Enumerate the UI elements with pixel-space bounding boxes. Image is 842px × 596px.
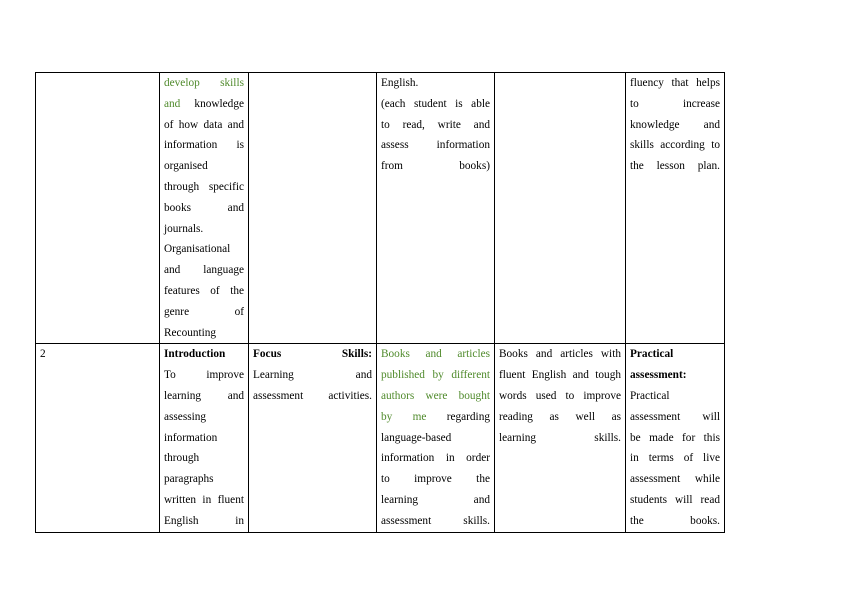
text-segment: through specific <box>164 180 244 193</box>
cell-text-line <box>499 407 621 428</box>
table-cell <box>36 344 160 532</box>
table-cell <box>495 73 626 344</box>
text-segment: 2 <box>40 348 46 361</box>
text-segment: regarding <box>426 410 490 423</box>
cell-text-line <box>381 490 490 511</box>
text-segment: Books and articles with <box>499 348 621 361</box>
text-segment: language-based <box>381 431 452 444</box>
text-segment: develop skills <box>164 77 244 89</box>
cell-text-line <box>253 344 372 365</box>
cell-text-line <box>164 302 244 323</box>
lesson-plan-table <box>35 72 725 533</box>
cell-text-line <box>164 281 244 302</box>
text-segment: knowledge <box>180 97 244 110</box>
cell-text-line <box>630 407 720 428</box>
cell-text-line <box>630 135 720 156</box>
cell-text-line <box>164 260 244 281</box>
cell-text-line <box>164 219 244 240</box>
text-segment: assessing <box>164 410 207 423</box>
cell-text-line <box>381 407 490 428</box>
text-segment: Focus Skills: <box>253 348 372 361</box>
cell-text-line <box>499 428 621 449</box>
text-segment: information in order <box>381 452 490 465</box>
cell-text-line <box>164 344 244 365</box>
cell-text-line <box>164 135 244 156</box>
text-segment: the lesson plan. <box>630 160 720 173</box>
text-segment: words used to improve <box>499 389 621 402</box>
text-segment: of how data and <box>164 118 244 131</box>
cell-text-line <box>381 156 490 177</box>
cell-text-line <box>381 448 490 469</box>
cell-text-line <box>381 365 490 386</box>
cell-text-line <box>164 73 244 94</box>
table-cell <box>160 73 249 344</box>
text-segment: assessment will <box>630 410 720 423</box>
text-segment: fluent English and tough <box>499 369 621 382</box>
text-segment: Practical <box>630 389 670 402</box>
table-row <box>36 73 725 344</box>
text-segment: To improve <box>164 369 244 382</box>
cell-text-line <box>630 73 720 94</box>
text-segment: skills according to <box>630 139 720 152</box>
text-segment: Organisational <box>164 243 231 256</box>
text-segment: published by different <box>381 369 490 382</box>
cell-text-line <box>630 365 720 386</box>
text-segment: assessment: <box>630 369 687 382</box>
table-cell <box>377 344 495 532</box>
cell-text-line <box>630 344 720 365</box>
text-segment: and <box>164 97 181 110</box>
cell-text-line <box>381 428 490 449</box>
cell-text-line <box>381 115 490 136</box>
text-segment: paragraphs <box>164 473 214 486</box>
cell-text-line <box>164 198 244 219</box>
cell-text-line <box>164 407 244 428</box>
text-segment: journals. <box>164 222 204 235</box>
cell-text-line <box>630 511 720 532</box>
text-segment: fluency that helps <box>630 77 720 89</box>
text-segment: organised <box>164 160 208 173</box>
table-cell <box>626 344 725 532</box>
cell-text-line <box>630 94 720 115</box>
text-segment: to read, write and <box>381 118 490 131</box>
text-segment: Practical <box>630 348 674 361</box>
cell-text-line <box>164 469 244 490</box>
table-cell <box>495 344 626 532</box>
text-segment: (each student is able <box>381 97 490 110</box>
text-segment: in terms of live <box>630 452 720 465</box>
text-segment: features of the <box>164 284 244 297</box>
cell-text-line <box>164 156 244 177</box>
text-segment: written in fluent <box>164 493 244 506</box>
text-segment: information <box>164 431 218 444</box>
cell-text-line <box>381 344 490 365</box>
text-segment: assessment activities. <box>253 389 372 402</box>
text-segment: students will read <box>630 493 720 506</box>
cell-text-line <box>164 511 244 532</box>
text-segment: books and <box>164 201 244 214</box>
text-segment: assess information <box>381 139 490 152</box>
text-segment: Introduction <box>164 348 226 361</box>
cell-text-line <box>381 386 490 407</box>
text-segment: learning and <box>381 493 490 506</box>
table-cell <box>160 344 249 532</box>
cell-text-line <box>499 365 621 386</box>
cell-text-line <box>164 239 244 260</box>
text-segment: assessment skills. <box>381 514 490 527</box>
text-segment: assessment while <box>630 473 720 486</box>
table-cell <box>626 73 725 344</box>
table-cell <box>249 344 377 532</box>
text-segment: English in <box>164 514 244 527</box>
text-segment: genre of <box>164 305 244 318</box>
text-segment: to improve the <box>381 473 490 486</box>
cell-text-line <box>164 448 244 469</box>
cell-text-line <box>499 386 621 407</box>
text-segment: Recounting <box>164 326 217 339</box>
cell-text-line <box>630 490 720 511</box>
cell-text-line <box>630 386 720 407</box>
text-segment: learning skills. <box>499 431 621 444</box>
text-segment: be made for this <box>630 431 720 444</box>
text-segment: the books. <box>630 514 720 527</box>
cell-text-line <box>164 94 244 115</box>
text-segment: and language <box>164 264 244 277</box>
cell-text-line <box>381 73 490 94</box>
text-segment: through <box>164 452 200 465</box>
cell-text-line <box>164 365 244 386</box>
cell-text-line <box>40 344 155 365</box>
cell-text-line <box>164 177 244 198</box>
table-row <box>36 344 725 532</box>
cell-text-line <box>630 448 720 469</box>
text-segment: reading as well as <box>499 410 621 423</box>
cell-text-line <box>164 115 244 136</box>
cell-text-line <box>630 428 720 449</box>
text-segment: from books) <box>381 160 490 173</box>
text-segment: authors were bought <box>381 389 490 402</box>
cell-text-line <box>253 386 372 407</box>
cell-text-line <box>630 156 720 177</box>
cell-text-line <box>164 386 244 407</box>
cell-text-line <box>381 94 490 115</box>
text-segment: by me <box>381 410 427 423</box>
cell-text-line <box>164 323 244 344</box>
cell-text-line <box>499 344 621 365</box>
cell-text-line <box>381 511 490 532</box>
text-segment: knowledge and <box>630 118 720 131</box>
table-cell <box>36 73 160 344</box>
text-segment: Learning and <box>253 369 372 382</box>
table-cell <box>249 73 377 344</box>
cell-text-line <box>630 469 720 490</box>
cell-text-line <box>164 490 244 511</box>
cell-text-line <box>381 469 490 490</box>
cell-text-line <box>630 115 720 136</box>
cell-text-line <box>253 365 372 386</box>
cell-text-line <box>164 428 244 449</box>
text-segment: Books and articles <box>381 348 490 361</box>
text-segment: information is <box>164 139 244 152</box>
table-cell <box>377 73 495 344</box>
cell-text-line <box>381 135 490 156</box>
text-segment: learning and <box>164 389 244 402</box>
text-segment: English. <box>381 77 419 89</box>
text-segment: to increase <box>630 97 720 110</box>
